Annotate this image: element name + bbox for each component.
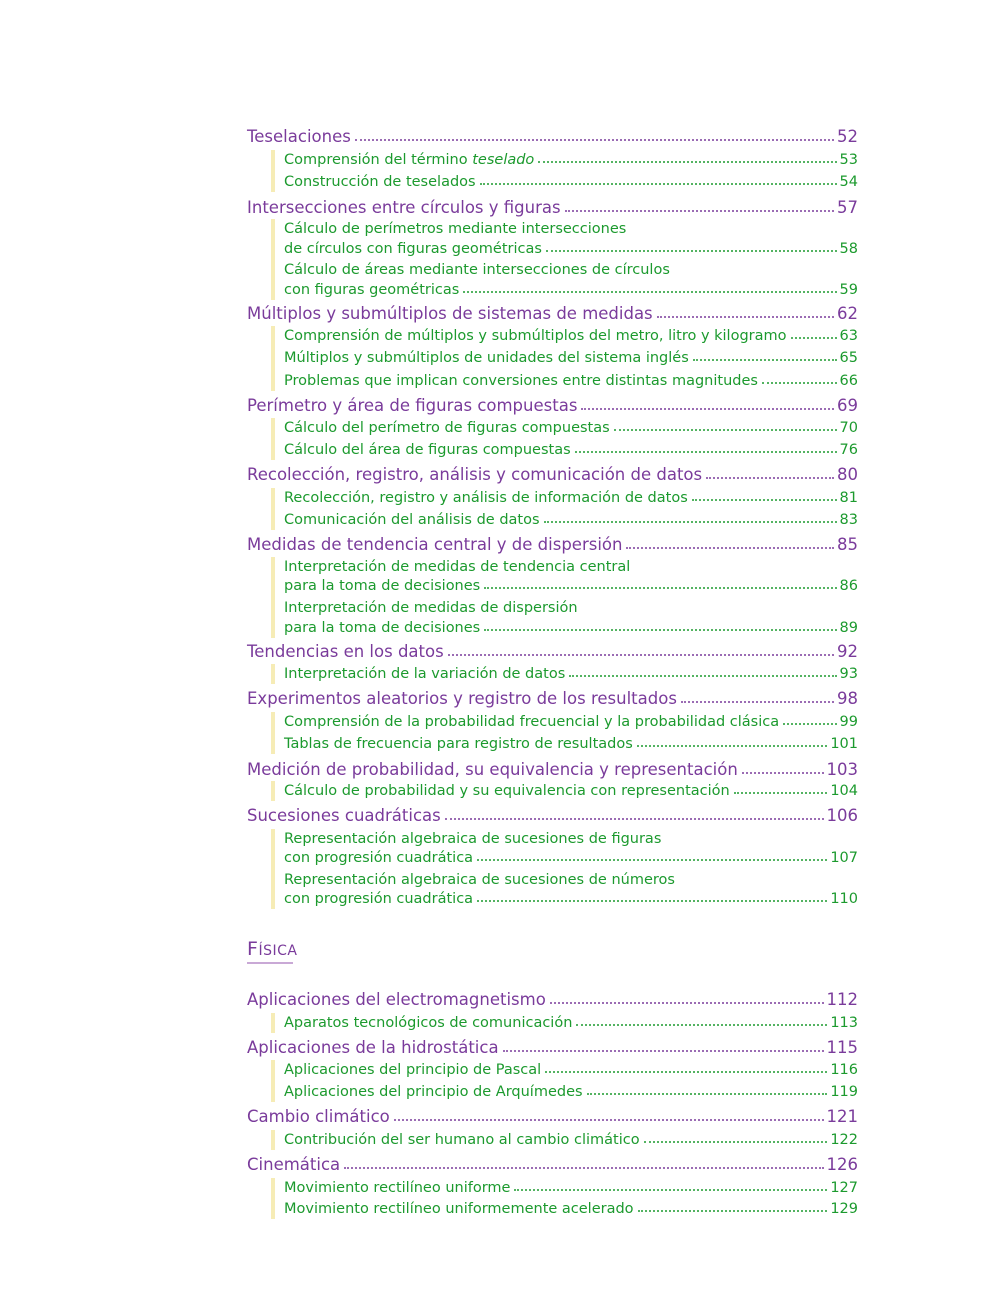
toc-subtopic-title: Problemas que implican conversiones entre distintas magnitudes [284, 373, 758, 389]
toc-topic-title: Tendencias en los datos [247, 642, 444, 661]
toc-subtopic [284, 1201, 858, 1217]
page-number: 80 [837, 465, 858, 484]
toc-subtopic [284, 328, 858, 344]
toc-topic [247, 642, 858, 661]
dot-leader [514, 1189, 827, 1191]
page-number: 129 [830, 1201, 858, 1217]
dot-leader [626, 547, 834, 549]
toc-topic-title: Intersecciones entre círculos y figuras [247, 198, 561, 217]
toc-subtopic-title: Aparatos tecnológicos de comunicación [284, 1015, 573, 1031]
dot-leader [477, 900, 827, 902]
page-number: 99 [839, 714, 858, 730]
toc-subtopic-title: Comunicación del análisis de datos [284, 512, 540, 528]
toc-subtopic [284, 174, 858, 190]
page-number: 70 [839, 420, 858, 436]
dot-leader [569, 675, 836, 677]
page-number: 121 [826, 1107, 858, 1126]
toc-topic [247, 806, 858, 825]
page-number: 66 [839, 373, 858, 389]
toc-topic-title: Recolección, registro, análisis y comunicación de datos [247, 465, 703, 484]
toc-topic-title: Aplicaciones del electromagnetismo [247, 990, 546, 1009]
toc-subtopic-title: Múltiplos y submúltiplos de unidades del sistema inglés [284, 350, 689, 366]
toc-subtopic-title: Cálculo del perímetro de figuras compuestas [284, 420, 610, 436]
dot-leader [575, 451, 837, 453]
dot-leader [637, 745, 828, 747]
toc-topic [247, 1155, 858, 1174]
toc-subtopic [284, 241, 858, 257]
toc-topic [247, 465, 858, 484]
toc-subtopic [284, 442, 858, 458]
dot-leader [538, 161, 836, 163]
dot-leader [638, 1210, 828, 1212]
dot-leader [546, 250, 837, 252]
toc-topic-title: Experimentos aleatorios y registro de los resultados [247, 689, 677, 708]
page-number: 85 [837, 535, 858, 554]
toc-topic [247, 1038, 858, 1057]
page-number: 52 [837, 127, 858, 146]
toc-subtopic [284, 1062, 858, 1078]
toc-subtopic-line: Representación algebraica de sucesiones de números [284, 872, 675, 888]
page-number: 98 [837, 689, 858, 708]
subtopic-accent-bar [271, 781, 275, 801]
dot-leader [344, 1167, 823, 1169]
page-number: 113 [830, 1015, 858, 1031]
toc-subtopic [284, 512, 858, 528]
dot-leader [762, 382, 837, 384]
dot-leader [706, 477, 834, 479]
dot-leader [484, 587, 836, 589]
dot-leader [693, 359, 837, 361]
toc-subtopic-title: Aplicaciones del principio de Arquímedes [284, 1084, 583, 1100]
dot-leader [550, 1002, 824, 1004]
subtopic-accent-bar [271, 712, 275, 754]
page-number: 92 [837, 642, 858, 661]
toc-subtopic-title: con progresión cuadrática [284, 850, 474, 866]
subtopic-accent-bar [271, 1013, 275, 1033]
subtopic-accent-bar [271, 488, 275, 530]
toc-subtopic [284, 1084, 858, 1100]
toc-subtopic [284, 714, 858, 730]
dot-leader [734, 792, 828, 794]
toc-subtopic-title: para la toma de decisiones [284, 620, 481, 636]
toc-subtopic-title: Movimiento rectilíneo uniforme [284, 1180, 511, 1196]
toc-subtopic-title: Recolección, registro y análisis de información de datos [284, 490, 688, 506]
page-number: 53 [839, 152, 858, 168]
page-number: 54 [839, 174, 858, 190]
dot-leader [484, 629, 836, 631]
subtopic-accent-bar [271, 418, 275, 460]
dot-leader [394, 1119, 824, 1121]
toc-subtopic [284, 578, 858, 594]
dot-leader [477, 859, 827, 861]
toc-topic [247, 127, 858, 146]
toc-subtopic-line: Interpretación de medidas de tendencia central [284, 559, 631, 575]
toc-subtopic-title: Comprensión de múltiplos y submúltiplos del metro, litro y kilogramo [284, 328, 787, 344]
subtopic-accent-bar [271, 1130, 275, 1150]
dot-leader [742, 772, 824, 774]
page-number: 104 [830, 783, 858, 799]
toc-topic [247, 535, 858, 554]
page-number: 65 [839, 350, 858, 366]
subtopic-accent-bar [271, 1060, 275, 1102]
toc-topic [247, 990, 858, 1009]
toc-subtopic [284, 1132, 858, 1148]
toc-topic-title: Aplicaciones de la hidrostática [247, 1038, 499, 1057]
page-number: 119 [830, 1084, 858, 1100]
page-number: 122 [830, 1132, 858, 1148]
toc-subtopic [284, 490, 858, 506]
page-number: 76 [839, 442, 858, 458]
section-heading-fisica: FÍSICA [247, 938, 298, 960]
dot-leader [503, 1050, 824, 1052]
toc-subtopic [284, 420, 858, 436]
toc-topic [247, 689, 858, 708]
toc-subtopic [284, 282, 858, 298]
toc-subtopic-title: Contribución del ser humano al cambio climático [284, 1132, 640, 1148]
toc-subtopic [284, 736, 858, 752]
toc-subtopic [284, 1180, 858, 1196]
toc-subtopic-title: de círculos con figuras geométricas [284, 241, 542, 257]
toc-topic-title: Sucesiones cuadráticas [247, 806, 441, 825]
toc-subtopic-line: Interpretación de medidas de dispersión [284, 600, 578, 616]
page-number: 81 [839, 490, 858, 506]
toc-topic [247, 304, 858, 323]
page-number: 86 [839, 578, 858, 594]
dot-leader [480, 183, 837, 185]
dot-leader [448, 654, 834, 656]
page-number: 106 [826, 806, 858, 825]
page-number: 112 [826, 990, 858, 1009]
toc-topic-title: Múltiplos y submúltiplos de sistemas de medidas [247, 304, 653, 323]
page-number: 89 [839, 620, 858, 636]
page-number: 58 [839, 241, 858, 257]
toc-subtopic-title: Cálculo de probabilidad y su equivalencia con representación [284, 783, 730, 799]
dot-leader [463, 291, 836, 293]
toc-subtopic [284, 152, 858, 168]
toc-subtopic [284, 850, 858, 866]
subtopic-accent-bar [271, 150, 275, 192]
toc-subtopic [284, 1015, 858, 1031]
dot-leader [657, 316, 834, 318]
subtopic-accent-bar [271, 219, 275, 300]
dot-leader [565, 210, 834, 212]
dot-leader [445, 818, 824, 820]
toc-subtopic-line: Cálculo de áreas mediante intersecciones de círculos [284, 262, 670, 278]
page-number: 101 [830, 736, 858, 752]
page-number: 107 [830, 850, 858, 866]
toc-subtopic-title: con progresión cuadrática [284, 891, 474, 907]
toc-topic-title: Perímetro y área de figuras compuestas [247, 396, 578, 415]
dot-leader [355, 139, 834, 141]
page-number: 116 [830, 1062, 858, 1078]
dot-leader [544, 521, 837, 523]
toc-subtopic-line: Cálculo de perímetros mediante intersecciones [284, 221, 627, 237]
subtopic-accent-bar [271, 326, 275, 391]
toc-subtopic-title: Cálculo del área de figuras compuestas [284, 442, 571, 458]
dot-leader [791, 337, 837, 339]
dot-leader [783, 723, 836, 725]
page-number: 127 [830, 1180, 858, 1196]
page-number: 57 [837, 198, 858, 217]
page-number: 103 [826, 760, 858, 779]
toc-topic-title: Medición de probabilidad, su equivalencia y representación [247, 760, 738, 779]
toc-subtopic [284, 620, 858, 636]
page-number: 93 [839, 666, 858, 682]
page-number: 63 [839, 328, 858, 344]
toc-topic-title: Teselaciones [247, 127, 351, 146]
toc-subtopic-title: Comprensión del término teselado [284, 152, 535, 168]
toc-topic-title: Medidas de tendencia central y de dispersión [247, 535, 623, 554]
page-number: 69 [837, 396, 858, 415]
dot-leader [581, 408, 834, 410]
page-number: 59 [839, 282, 858, 298]
dot-leader [614, 429, 837, 431]
toc-subtopic-title: Tablas de frecuencia para registro de resultados [284, 736, 633, 752]
page-number: 62 [837, 304, 858, 323]
dot-leader [644, 1141, 828, 1143]
toc-topic [247, 396, 858, 415]
toc-subtopic [284, 373, 858, 389]
dot-leader [545, 1071, 827, 1073]
toc-subtopic-title: para la toma de decisiones [284, 578, 481, 594]
dot-leader [692, 499, 837, 501]
toc-topic [247, 760, 858, 779]
page-number: 110 [830, 891, 858, 907]
toc-subtopic-title: Construcción de teselados [284, 174, 476, 190]
toc-topic [247, 1107, 858, 1126]
toc-subtopic-title: Movimiento rectilíneo uniformemente acelerado [284, 1201, 634, 1217]
toc-subtopic [284, 350, 858, 366]
toc-topic-title: Cinemática [247, 1155, 341, 1174]
toc-subtopic-title: con figuras geométricas [284, 282, 460, 298]
subtopic-accent-bar [271, 1178, 275, 1219]
toc-subtopic-title: Interpretación de la variación de datos [284, 666, 566, 682]
page-number: 115 [826, 1038, 858, 1057]
toc-subtopic [284, 666, 858, 682]
dot-leader [576, 1024, 827, 1026]
dot-leader [681, 701, 834, 703]
toc-subtopic-title: Comprensión de la probabilidad frecuencial y la probabilidad clásica [284, 714, 780, 730]
subtopic-accent-bar [271, 664, 275, 684]
subtopic-accent-bar [271, 557, 275, 638]
page-number: 83 [839, 512, 858, 528]
subtopic-accent-bar [271, 829, 275, 909]
dot-leader [587, 1093, 828, 1095]
section-heading-underline [247, 962, 293, 964]
toc-topic [247, 198, 858, 217]
toc-topic-title: Cambio climático [247, 1107, 390, 1126]
toc-subtopic-line: Representación algebraica de sucesiones de figuras [284, 831, 662, 847]
page-number: 126 [826, 1155, 858, 1174]
toc-subtopic [284, 891, 858, 907]
toc-subtopic-title: Aplicaciones del principio de Pascal [284, 1062, 542, 1078]
toc-subtopic [284, 783, 858, 799]
